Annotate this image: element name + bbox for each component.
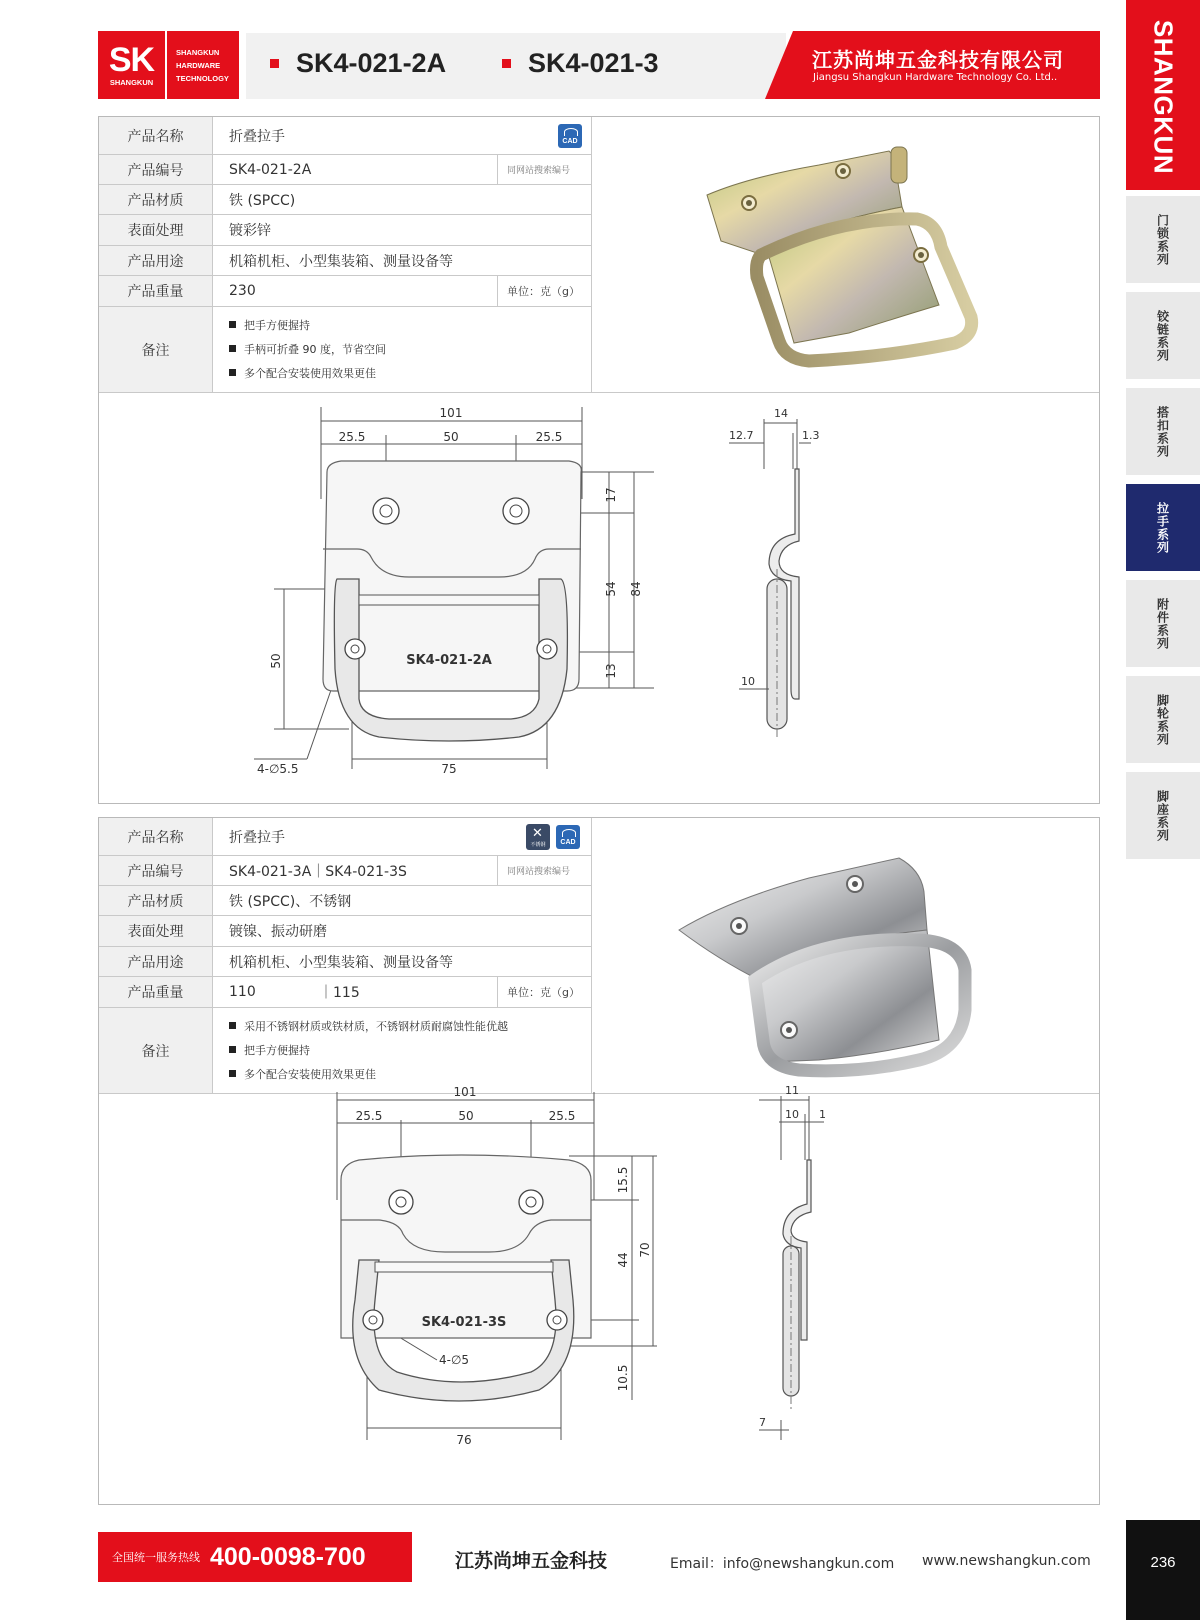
spec-row-weight xyxy=(99,276,591,307)
nav-label: 拉手系列 xyxy=(1155,501,1170,554)
dim-70: 70 xyxy=(638,1242,652,1258)
spec-value: 230 xyxy=(229,283,256,299)
nav-label: 脚轮系列 xyxy=(1155,693,1170,746)
dim-side-1-3: 1.3 xyxy=(802,429,820,442)
spec-label: 产品材质 xyxy=(99,886,213,915)
spec-value: SK4-021-3A｜SK4-021-3S xyxy=(229,863,407,880)
dim-side-11: 11 xyxy=(785,1084,799,1097)
spec-row-surface xyxy=(99,916,591,947)
spec-row-material xyxy=(99,886,591,916)
side-brand-text: SHANGKUN xyxy=(1148,19,1179,175)
technical-drawing-2 xyxy=(249,1085,689,1490)
model-title-1 xyxy=(270,48,446,79)
model-code: SK4-021-3 xyxy=(528,48,659,78)
stainless-steel-icon: ✕ 不锈钢 xyxy=(526,824,550,850)
dim-side-10: 10 xyxy=(741,675,755,688)
hotline-banner xyxy=(98,1532,412,1582)
spec-value: 镀彩锌 xyxy=(229,223,271,239)
dim-44: 44 xyxy=(616,1252,630,1268)
company-name-cn: 江苏尚坤五金科技有限公司 xyxy=(812,48,1064,72)
logo-sub: SHANGKUN xyxy=(109,77,154,87)
cad-download-icon[interactable]: CAD xyxy=(558,124,582,148)
dim-side-1: 1 xyxy=(819,1108,826,1121)
dim-75: 75 xyxy=(441,762,457,776)
dim-holes: 4-∅5.5 xyxy=(257,762,299,776)
dim-overall: 101 xyxy=(439,406,463,420)
spec-row-usage xyxy=(99,947,591,977)
drawing-part-label: SK4-021-2A xyxy=(406,653,492,668)
dim-right: 25.5 xyxy=(548,1109,576,1123)
footer-website[interactable]: www.newshangkun.com xyxy=(922,1553,1091,1569)
side-view-drawing-2 xyxy=(749,1084,859,1460)
hotline-label: 全国统一服务热线 xyxy=(112,1551,200,1564)
spec-value: 铁 (SPCC)、不锈钢 xyxy=(229,893,352,910)
spec-table-2 xyxy=(99,818,591,1093)
spec-label: 产品材质 xyxy=(99,185,213,214)
company-name-en: Jiangsu Shangkun Hardware Technology Co. Ltd.. xyxy=(813,72,1058,83)
nav-label: 门锁系列 xyxy=(1155,213,1170,266)
logo-word: TECHNOLOGY xyxy=(176,73,229,83)
dim-side-10: 10 xyxy=(785,1108,799,1121)
logo-wordmark xyxy=(167,31,239,99)
dim-holes: 4-∅5 xyxy=(439,1353,470,1367)
divider xyxy=(99,1093,1099,1094)
remark-item: 采用不锈钢材质或铁材质，不锈钢材质耐腐蚀性能优越 xyxy=(229,1015,508,1039)
logo-word: HARDWARE xyxy=(176,60,221,70)
footer-company: 江苏尚坤五金科技 xyxy=(455,1550,608,1572)
dim-10-5: 10.5 xyxy=(616,1364,630,1392)
remarks-list xyxy=(229,1008,508,1093)
remark-item: 把手方便握持 xyxy=(229,314,386,338)
spec-value: SK4-021-2A xyxy=(229,161,312,178)
spec-row-code xyxy=(99,155,591,185)
spec-label: 备注 xyxy=(99,1008,213,1093)
dim-50: 50 xyxy=(269,653,283,669)
spec-value: 折叠拉手 xyxy=(229,829,285,846)
remarks-list xyxy=(229,307,386,392)
spec-value: 镀镍、振动研磨 xyxy=(229,924,327,940)
spec-row-weight xyxy=(99,977,591,1008)
spec-row-remarks xyxy=(99,1008,591,1093)
spec-row-name xyxy=(99,117,591,155)
dim-right: 25.5 xyxy=(535,430,563,444)
spec-row-name xyxy=(99,818,591,856)
spec-label: 产品用途 xyxy=(99,947,213,976)
product-photo-1 xyxy=(699,137,1009,367)
spec-label: 产品用途 xyxy=(99,246,213,275)
side-brand xyxy=(1126,0,1200,190)
spec-label: 产品编号 xyxy=(99,155,213,184)
remark-item: 多个配合安装使用效果更佳 xyxy=(229,1063,508,1087)
hotline-number[interactable]: 400-0098-700 xyxy=(210,1542,366,1571)
nav-item-accessories[interactable] xyxy=(1126,580,1200,667)
dim-15-5: 15.5 xyxy=(616,1166,630,1194)
dim-left: 25.5 xyxy=(338,430,366,444)
side-view-drawing-1 xyxy=(729,399,849,759)
remark-item: 手柄可折叠 90 度，节省空间 xyxy=(229,338,386,362)
spec-label: 产品编号 xyxy=(99,856,213,885)
spec-label: 表面处理 xyxy=(99,916,213,946)
remark-item: 多个配合安装使用效果更佳 xyxy=(229,362,386,386)
spec-label: 产品重量 xyxy=(99,977,213,1007)
spec-row-surface xyxy=(99,215,591,246)
model-title-2 xyxy=(502,48,659,79)
divider xyxy=(591,117,592,392)
spec-value: 折叠拉手 xyxy=(229,128,285,145)
spec-row-usage xyxy=(99,246,591,276)
spec-value: 机箱机柜、小型集装箱、测量设备等 xyxy=(229,954,453,971)
spec-label: 产品重量 xyxy=(99,276,213,306)
search-note: 同网站搜索编号 xyxy=(497,155,570,184)
search-note: 同网站搜索编号 xyxy=(497,856,570,885)
product-photo-2 xyxy=(669,840,1009,1080)
nav-item-hinges[interactable] xyxy=(1126,292,1200,379)
model-code: SK4-021-2A xyxy=(296,48,447,78)
dim-overall: 101 xyxy=(453,1085,477,1099)
nav-item-feet[interactable] xyxy=(1126,772,1200,859)
spec-row-remarks xyxy=(99,307,591,392)
nav-label: 附件系列 xyxy=(1155,597,1170,650)
dim-side-14: 14 xyxy=(774,407,788,420)
spec-value: 铁 (SPCC) xyxy=(229,192,296,209)
dim-17: 17 xyxy=(604,487,618,503)
dim-mid: 50 xyxy=(458,1109,474,1123)
remark-item: 把手方便握持 xyxy=(229,1039,508,1063)
spec-label: 表面处理 xyxy=(99,215,213,245)
nav-item-latches[interactable] xyxy=(1126,388,1200,475)
dim-76: 76 xyxy=(456,1433,472,1447)
nav-item-door-locks[interactable] xyxy=(1126,196,1200,283)
page-number: 236 xyxy=(1126,1520,1200,1620)
spec-label: 产品名称 xyxy=(99,117,213,154)
drawing-part-label: SK4-021-3S xyxy=(421,1315,507,1330)
weight-unit: 单位：克（g） xyxy=(497,977,580,1007)
bullet-square xyxy=(502,59,511,68)
dim-54: 54 xyxy=(604,581,618,597)
dim-mid: 50 xyxy=(443,430,459,444)
nav-label: 铰链系列 xyxy=(1155,309,1170,362)
dim-side-7: 7 xyxy=(759,1416,766,1429)
divider xyxy=(99,392,1099,393)
product-panel-2 xyxy=(98,817,1100,1505)
spec-label: 备注 xyxy=(99,307,213,392)
technical-drawing-1 xyxy=(249,399,689,799)
logo-word: SHANGKUN xyxy=(176,47,220,57)
dim-13: 13 xyxy=(604,663,618,679)
spec-value: 110 xyxy=(229,984,256,1000)
spec-row-code xyxy=(99,856,591,886)
dim-side-12-7: 12.7 xyxy=(729,429,754,442)
spec-table-1 xyxy=(99,117,591,392)
dim-84: 84 xyxy=(629,581,643,597)
product-panel-1 xyxy=(98,116,1100,804)
dim-left: 25.5 xyxy=(355,1109,383,1123)
spec-row-material xyxy=(99,185,591,215)
footer-email[interactable]: Email：info@newshangkun.com xyxy=(670,1556,895,1572)
divider xyxy=(591,818,592,1093)
logo-mark xyxy=(98,31,167,99)
nav-item-casters[interactable] xyxy=(1126,676,1200,763)
bullet-square xyxy=(270,59,279,68)
weight-unit: 单位：克（g） xyxy=(497,276,580,306)
spec-value: 机箱机柜、小型集装箱、测量设备等 xyxy=(229,253,453,270)
spec-label: 产品名称 xyxy=(99,818,213,855)
nav-label: 搭扣系列 xyxy=(1155,405,1170,458)
nav-item-handles[interactable] xyxy=(1126,484,1200,571)
nav-label: 脚座系列 xyxy=(1155,789,1170,842)
logo-text: SK xyxy=(108,40,155,79)
brand-logo xyxy=(98,31,239,99)
spec-value: ｜115 xyxy=(319,985,360,1001)
cad-download-icon[interactable]: CAD xyxy=(556,825,580,849)
